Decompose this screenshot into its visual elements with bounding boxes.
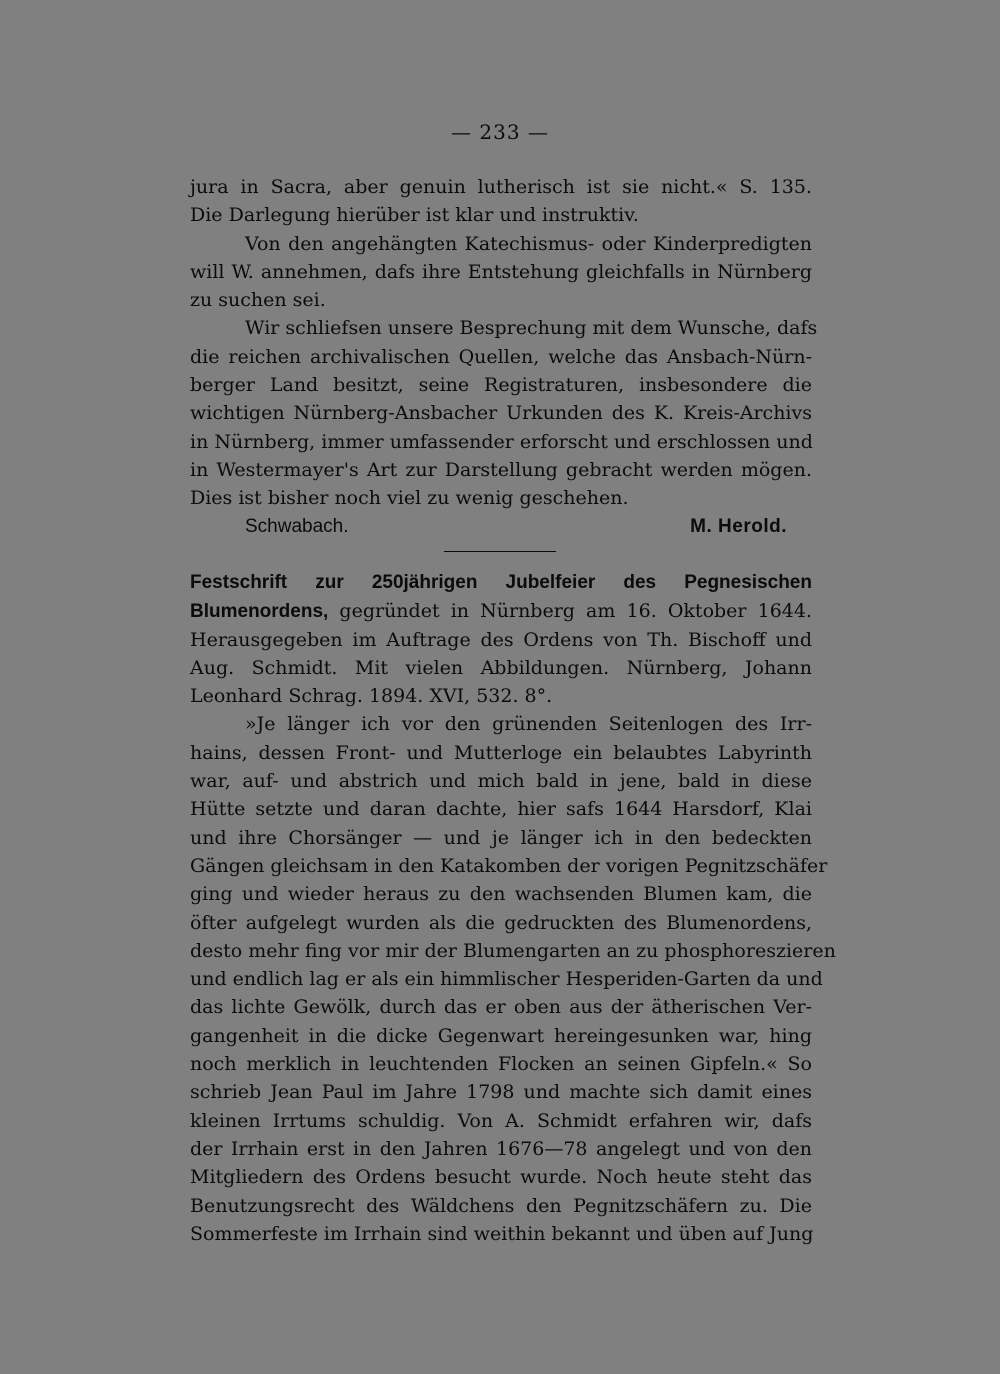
text-line: öfter aufgelegt wurden als die gedruckten des Blumenordens, — [190, 911, 812, 934]
text-line: Leonhard Schrag. 1894. XVI, 532. 8°. — [190, 685, 553, 708]
text-line: das lichte Gewölk, durch das er oben aus der ätherischen Ver- — [190, 996, 812, 1019]
text-line: ging und wieder heraus zu den wachsenden Blumen kam, die — [190, 883, 812, 906]
text-line: und ihre Chorsänger — und je länger ich in den bedeckten — [190, 826, 812, 849]
text-line: Benutzungsrecht des Wäldchens den Pegnitzschäfern zu. Die — [190, 1194, 812, 1217]
text-line: Dies ist bisher noch viel zu wenig geschehen. — [190, 487, 629, 510]
text-line: Gängen gleichsam in den Katakomben der vorigen Pegnitzschäfer — [190, 854, 828, 877]
signature-author: M. Herold. — [690, 515, 787, 537]
text-line: die reichen archivalischen Quellen, welche das Ansbach-Nürn- — [190, 345, 812, 368]
text-line: jura in Sacra, aber genuin lutherisch ist sie nicht.« S. 135. — [190, 176, 812, 198]
text-line: desto mehr fing vor mir der Blumengarten an zu phosphoreszieren — [190, 939, 836, 962]
review-title-line: Festschrift zur 250jährigen Jubelfeier des Pegnesischen — [190, 572, 812, 593]
signature-place: Schwabach. — [245, 515, 349, 537]
text-line: will W. annehmen, dafs ihre Entstehung gleichfalls in Nürnberg — [190, 260, 812, 283]
page-number: — 233 — — [451, 120, 549, 144]
text-line: Herausgegeben im Auftrage des Ordens von Th. Bischoff und — [190, 628, 812, 651]
text-line: in Westermayer's Art zur Darstellung gebracht werden mögen. — [190, 458, 812, 481]
review-festschrift — [190, 569, 836, 1248]
text-line: kleinen Irrtums schuldig. Von A. Schmidt erfahren wir, dafs — [190, 1109, 812, 1132]
text-line: zu suchen sei. — [190, 289, 326, 312]
text-line: Von den angehängten Katechismus- oder Kinderpredigten — [245, 232, 812, 255]
signature-line — [190, 513, 812, 541]
review-continuation — [190, 173, 818, 541]
review-title-rest: gegründet in Nürnberg am 16. Oktober 1644. — [328, 600, 812, 623]
text-line: Sommerfeste im Irrhain sind weithin bekannt und üben auf Jung — [190, 1222, 814, 1245]
text-line: der Irrhain erst in den Jahren 1676—78 angelegt und von den — [190, 1137, 812, 1160]
text-line: gangenheit in die dicke Gegenwart hereingesunken war, hing — [190, 1024, 812, 1047]
text-line: und endlich lag er als ein himmlischer Hesperiden-Garten da und — [190, 968, 823, 991]
section-divider — [444, 551, 556, 552]
text-line: Aug. Schmidt. Mit vielen Abbildungen. Nürnberg, Johann — [190, 656, 812, 679]
text-line: wichtigen Nürnberg-Ansbacher Urkunden des K. Kreis-Archivs — [190, 402, 812, 425]
text-line: war, auf- und abstrich und mich bald in jene, bald in diese — [190, 770, 812, 793]
review-title-line — [190, 597, 812, 625]
review-title-bold: Blumenordens, — [190, 601, 329, 623]
text-line: Die Darlegung hierüber ist klar und instruktiv. — [190, 204, 639, 227]
text-line: Wir schliefsen unsere Besprechung mit dem Wunsche, dafs — [245, 317, 818, 340]
text-line: Hütte setzte und daran dachte, hier safs 1644 Harsdorf, Klai — [190, 798, 812, 821]
text-line: »Je länger ich vor den grünenden Seitenlogen des Irr- — [245, 713, 812, 736]
text-line: noch merklich in leuchtenden Flocken an seinen Gipfeln.« So — [190, 1053, 812, 1076]
text-line: berger Land besitzt, seine Registraturen, insbesondere die — [190, 374, 812, 397]
text-line: in Nürnberg, immer umfassender erforscht und erschlossen und — [190, 430, 813, 453]
text-line: hains, dessen Front- und Mutterloge ein belaubtes Labyrinth — [190, 741, 812, 764]
text-line: schrieb Jean Paul im Jahre 1798 und machte sich damit eines — [190, 1081, 812, 1104]
text-line: Mitgliedern des Ordens besucht wurde. Noch heute steht das — [190, 1166, 812, 1189]
